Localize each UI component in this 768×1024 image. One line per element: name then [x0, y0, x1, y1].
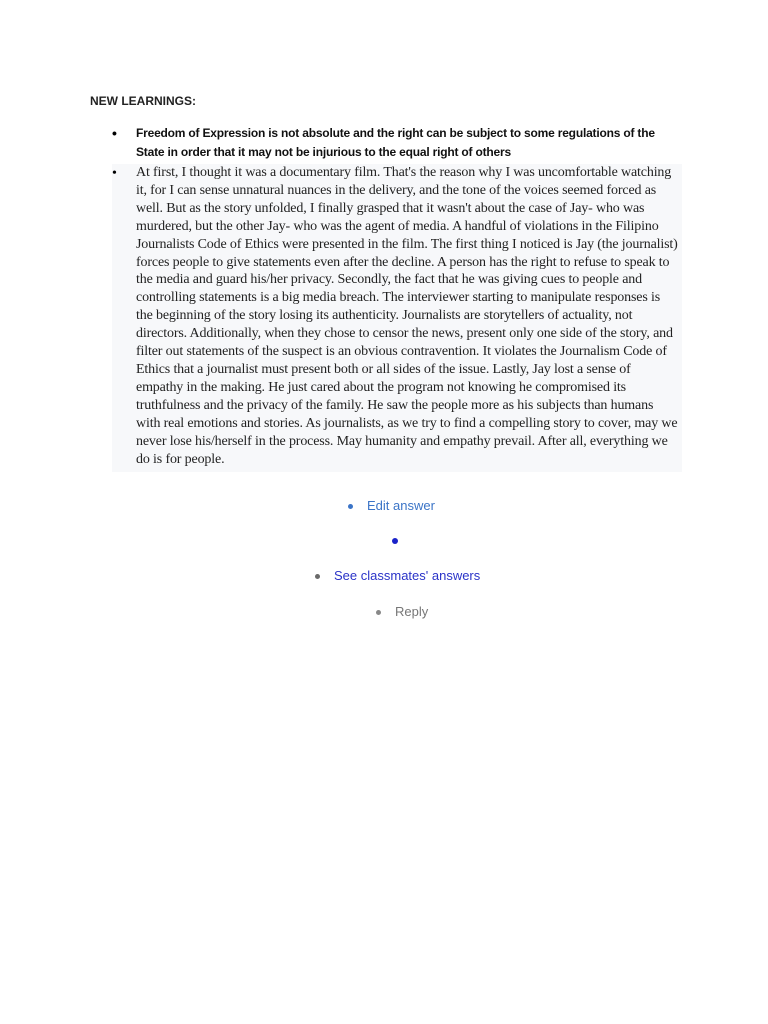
- bullet-icon: [315, 574, 320, 579]
- section-heading: NEW LEARNINGS:: [90, 94, 196, 108]
- see-classmates-link[interactable]: [315, 568, 480, 583]
- reply-label: Reply: [395, 604, 429, 619]
- edit-answer-label: Edit answer: [367, 498, 435, 513]
- answer-essay: • At first, I thought it was a documentary film. That's the reason why I was uncomfortable watching it, for I can sense unnatural nuances in the delivery, and the tone of the voices seemed forced as well. But as the story unfolded, I finally grasped that it wasn't about the case of Jay- who was murdered, but the other Jay- who was the agent of media. A handful of violations in the Filipino Journalists Code of Ethics were presented in the film. The first thing I noticed is Jay (the journalist) forces people to give statements even after the decline. A person has the right to refuse to speak to the media and guard his/her privacy. Secondly, the fact that he was giving cues to people and controlling statements is a big media breach. The interviewer starting to manipulate responses is the beginning of the story losing its authenticity. Journalists are storytellers of actuality, not directors. Additionally, when they chose to censor the news, present only one side of the story, and filter out statements of the suspect is an obvious contravention. It violates the Journalism Code of Ethics that a journalist must present both or all sides of the issue. Lastly, Jay lost a sense of empathy in the making. He just cared about the program not knowing he compromised its truthfulness and the privacy of the family. He saw the people more as his subjects than humans with real emotions and stories. As journalists, as we try to find a compelling story to cover, may we never lose his/herself in the process. May humanity and empathy prevail. After all, everything we do is for people.: [112, 164, 682, 472]
- bullet-icon: [392, 538, 398, 544]
- edit-answer-link[interactable]: [348, 498, 435, 513]
- learnings-list: [112, 124, 682, 472]
- see-classmates-label: See classmates' answers: [334, 568, 481, 583]
- reply-link[interactable]: [376, 604, 428, 619]
- bullet-icon: [376, 610, 381, 615]
- bullet-icon: [348, 504, 353, 509]
- list-item: • Freedom of Expression is not absolute and the right can be subject to some regulations of the State in order that it may not be injurious to the equal right of others: [112, 124, 682, 162]
